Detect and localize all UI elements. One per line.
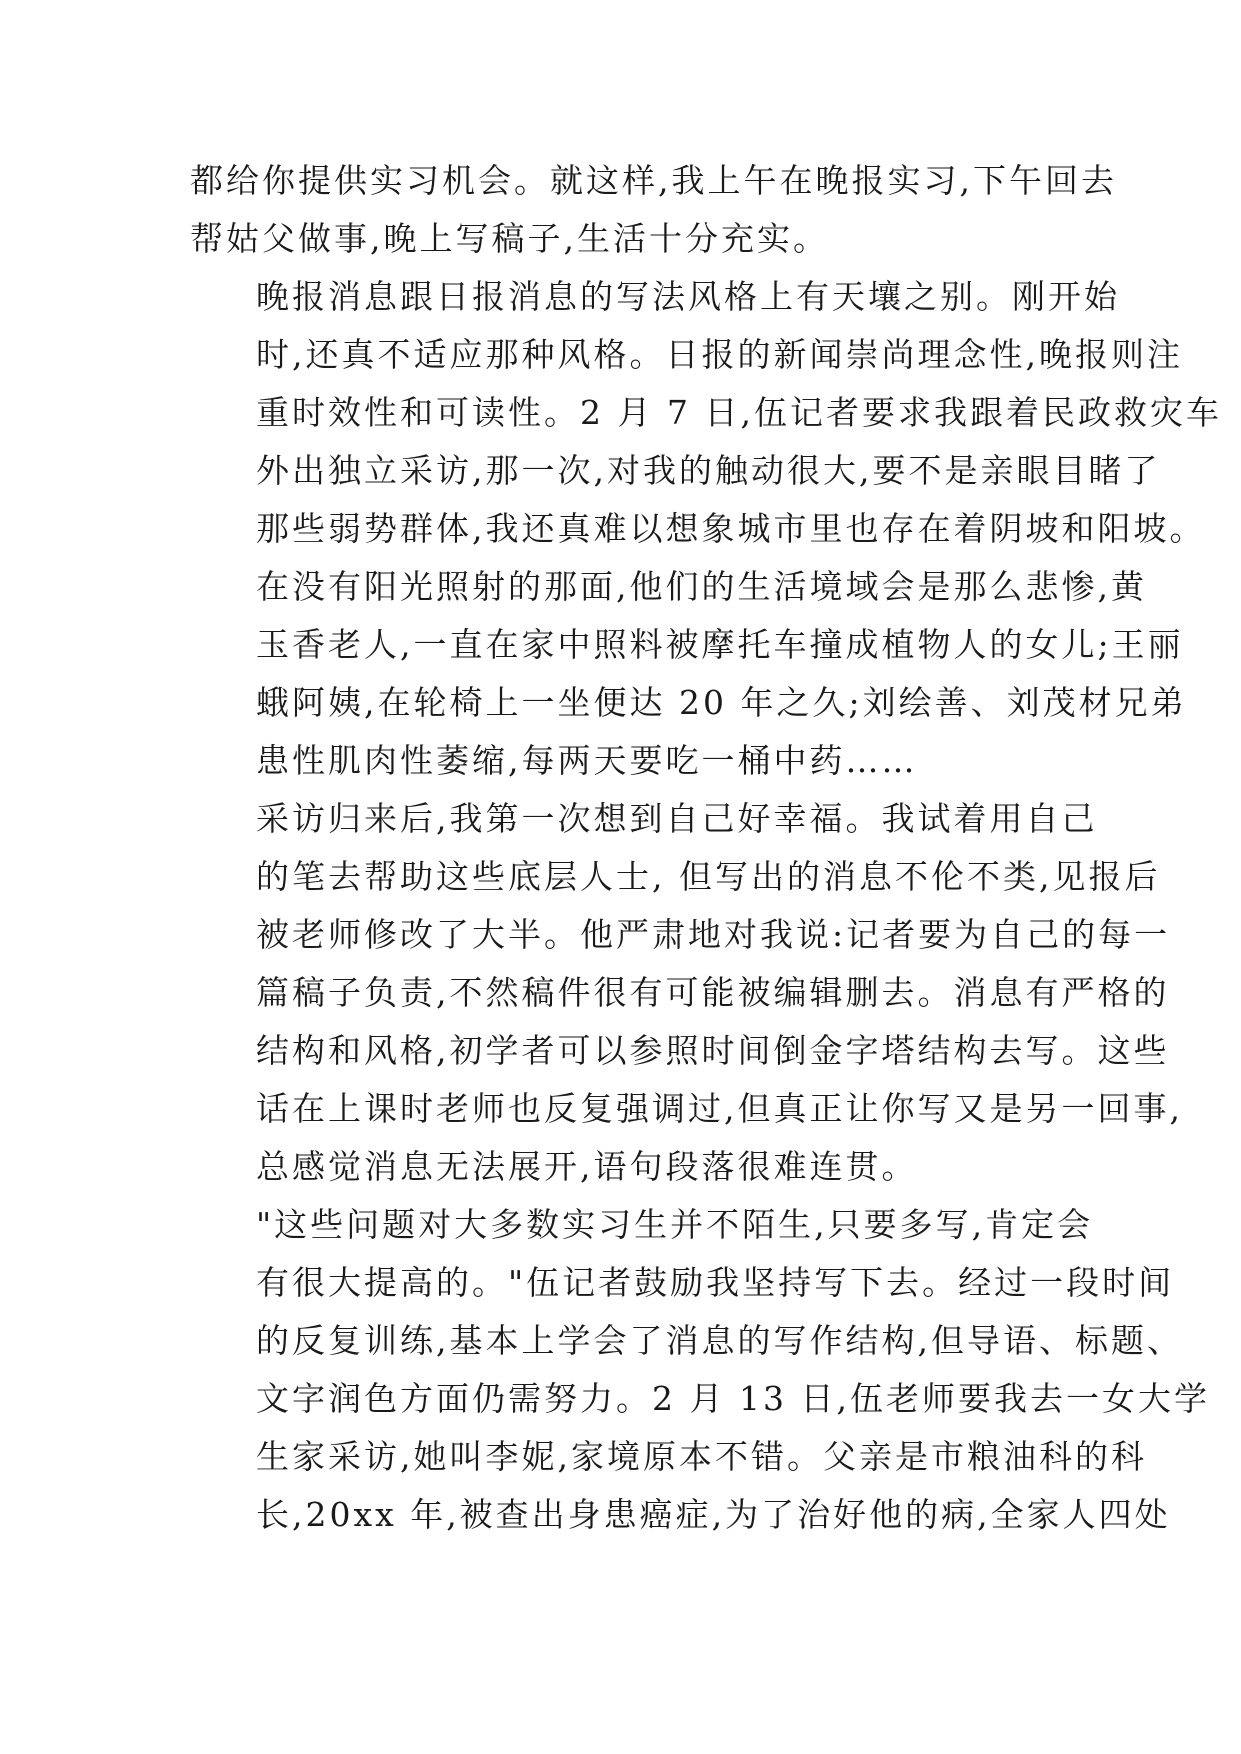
paragraph xyxy=(190,152,1117,268)
text-line: 时,还真不适应那种风格。日报的新闻崇尚理念性,晚报则注 xyxy=(256,335,1183,374)
text-line: 都给你提供实习机会。就这样,我上午在晚报实习,下午回去 xyxy=(190,161,1117,200)
text-line: 总感觉消息无法展开,语句段落很难连贯。 xyxy=(256,1147,918,1186)
text-line: 采访归来后,我第一次想到自己好幸福。我试着用自己 xyxy=(256,799,1098,838)
text-line: 长,20xx 年,被查出身患癌症,为了治好他的病,全家人四处 xyxy=(256,1495,1171,1534)
paragraph xyxy=(190,268,1222,790)
text-line: 篇稿子负责,不然稿件很有可能被编辑删去。消息有严格的 xyxy=(256,973,1170,1012)
text-line: 在没有阳光照射的那面,他们的生活境域会是那么悲惨,黄 xyxy=(256,567,1147,606)
text-line: 话在上课时老师也反复强调过,但真正让你写又是另一回事, xyxy=(256,1089,1183,1128)
text-line: 外出独立采访,那一次,对我的触动很大,要不是亲眼目睹了 xyxy=(256,451,1161,490)
text-line: 玉香老人,一直在家中照料被摩托车撞成植物人的女儿;王丽 xyxy=(256,625,1184,664)
paragraph xyxy=(190,790,1183,1196)
text-line: 有很大提高的。"伍记者鼓励我坚持写下去。经过一段时间 xyxy=(256,1263,1175,1302)
text-line: 重时效性和可读性。2 月 7 日,伍记者要求我跟着民政救灾车 xyxy=(256,393,1222,432)
text-line: 文字润色方面仍需努力。2 月 13 日,伍老师要我去一女大学 xyxy=(256,1379,1210,1418)
text-line: 的反复训练,基本上学会了消息的写作结构,但导语、标题、 xyxy=(256,1321,1183,1360)
text-line: 晚报消息跟日报消息的写法风格上有天壤之别。刚开始 xyxy=(256,277,1120,316)
text-line: 蛾阿姨,在轮椅上一坐便达 20 年之久;刘绘善、刘茂材兄弟 xyxy=(256,683,1187,722)
text-line: 患性肌肉性萎缩,每两天要吃一桶中药…… xyxy=(256,741,918,780)
text-line: 被老师修改了大半。他严肃地对我说:记者要为自己的每一 xyxy=(256,915,1171,954)
document-body xyxy=(190,152,1222,1544)
text-line: "这些问题对大多数实习生并不陌生,只要多写,肯定会 xyxy=(256,1205,1094,1244)
text-line: 帮姑父做事,晚上写稿子,生活十分充实。 xyxy=(190,219,829,258)
text-line: 结构和风格,初学者可以参照时间倒金字塔结构去写。这些 xyxy=(256,1031,1170,1070)
text-line: 生家采访,她叫李妮,家境原本不错。父亲是市粮油科的科 xyxy=(256,1437,1147,1476)
text-line: 的笔去帮助这些底层人士, 但写出的消息不伦不类,见报后 xyxy=(256,857,1161,896)
text-line: 那些弱势群体,我还真难以想象城市里也存在着阴坡和阳坡。 xyxy=(256,509,1206,548)
paragraph xyxy=(190,1196,1210,1544)
